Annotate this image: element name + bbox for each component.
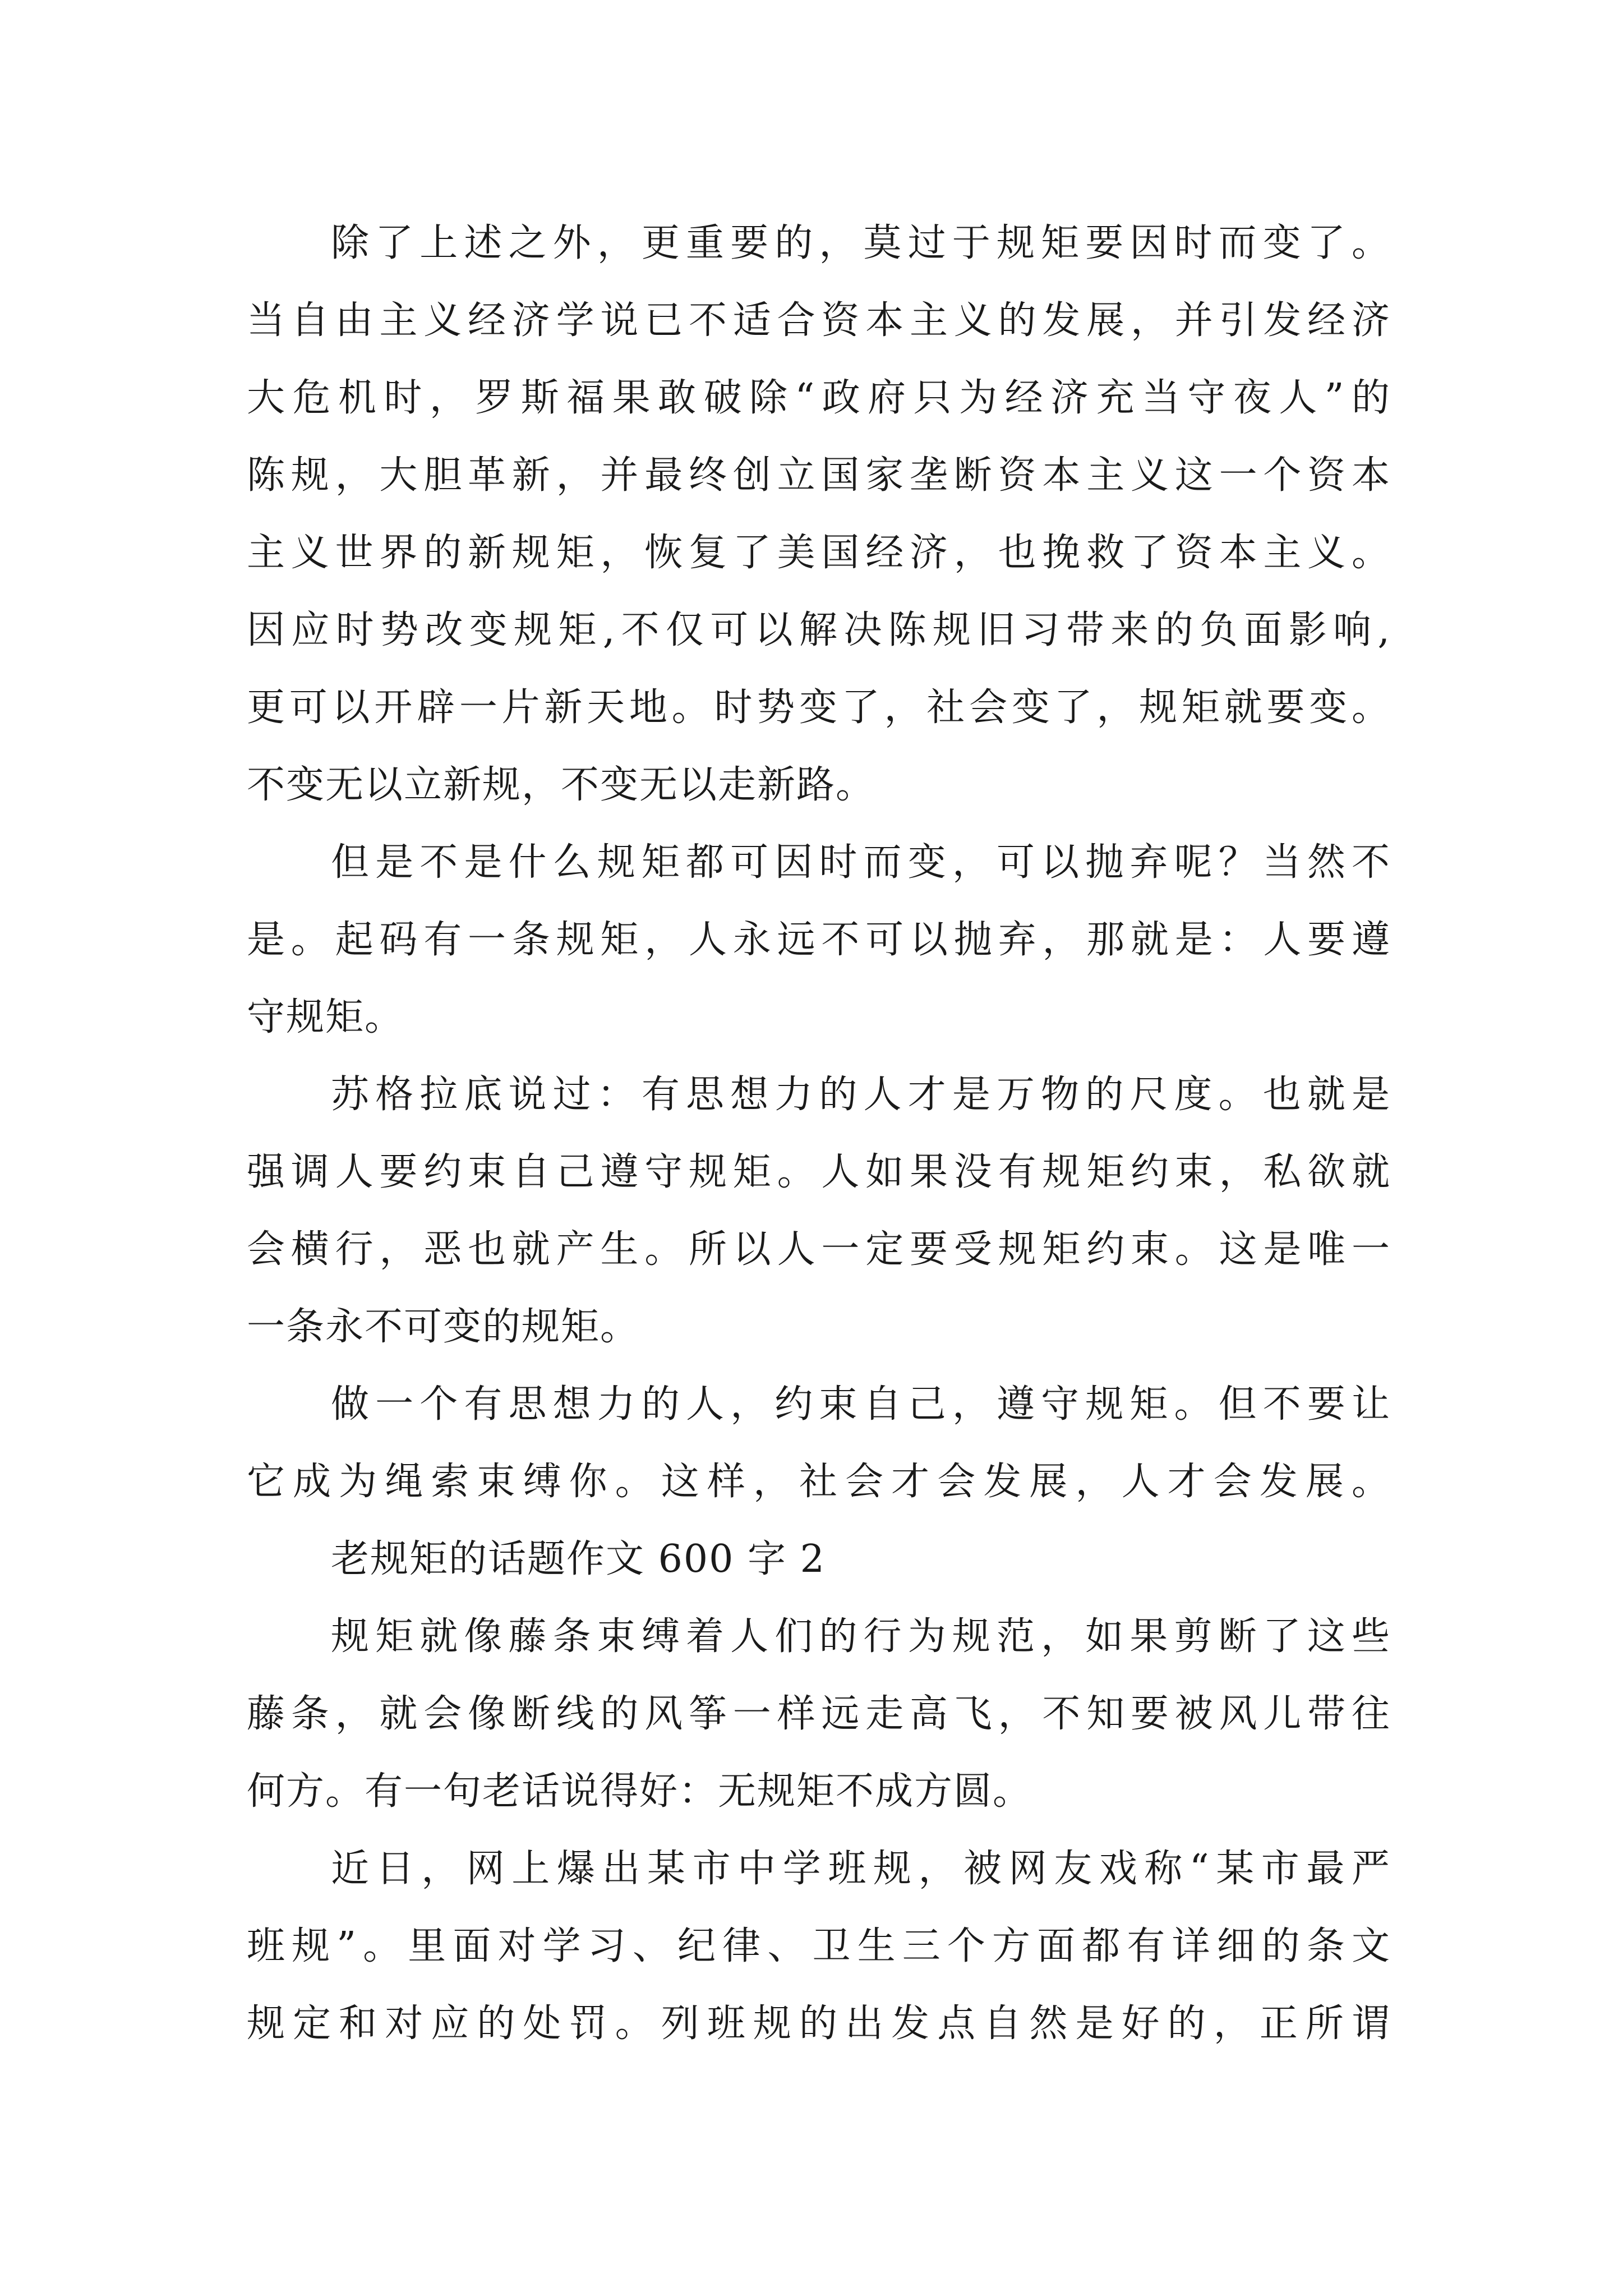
text-line: 班规”。里面对学习、纪律、卫生三个方面都有详细的条文 xyxy=(247,1924,1391,1968)
text-line: 当自由主义经济学说已不适合资本主义的发展，并引发经济 xyxy=(247,298,1391,343)
text-line: 守规矩。 xyxy=(247,995,404,1039)
text-line: 强调人要约束自己遵守规矩。人如果没有规矩约束，私欲就 xyxy=(247,1150,1391,1194)
text-line: 陈规，大胆革新，并最终创立国家垄断资本主义这一个资本 xyxy=(247,453,1391,498)
text-line: 近日，网上爆出某市中学班规，被网友戏称“某市最严 xyxy=(331,1847,1391,1891)
text-line: 藤条，就会像断线的风筝一样远走高飞，不知要被风儿带往 xyxy=(247,1692,1391,1736)
section-heading: 老规矩的话题作文 600 字 2 xyxy=(331,1537,826,1581)
text-line: 但是不是什么规矩都可因时而变，可以抛弃呢？当然不 xyxy=(331,840,1391,885)
text-line: 一条永不可变的规矩。 xyxy=(247,1305,640,1349)
text-line: 苏格拉底说过：有思想力的人才是万物的尺度。也就是 xyxy=(331,1073,1391,1117)
text-line: 何方。有一句老话说得好：无规矩不成方圆。 xyxy=(247,1769,1032,1814)
text-line: 规矩就像藤条束缚着人们的行为规范，如果剪断了这些 xyxy=(331,1614,1391,1659)
text-line: 做一个有思想力的人，约束自己，遵守规矩。但不要让 xyxy=(331,1382,1391,1427)
text-line: 它成为绳索束缚你。这样，社会才会发展，人才会发展。 xyxy=(247,1460,1391,1504)
text-line: 不变无以立新规，不变无以走新路。 xyxy=(247,763,875,807)
text-line: 是。起码有一条规矩，人永远不可以抛弃，那就是：人要遵 xyxy=(247,918,1391,962)
text-line: 主义世界的新规矩，恢复了美国经济，也挽救了资本主义。 xyxy=(247,531,1391,575)
text-line: 因应时势改变规矩,不仅可以解决陈规旧习带来的负面影响, xyxy=(247,608,1391,652)
text-line: 会横行，恶也就产生。所以人一定要受规矩约束。这是唯一 xyxy=(247,1227,1391,1272)
text-line: 除了上述之外，更重要的，莫过于规矩要因时而变了。 xyxy=(331,221,1391,265)
text-line: 规定和对应的处罚。列班规的出发点自然是好的，正所谓 xyxy=(247,2001,1391,2046)
text-line: 更可以开辟一片新天地。时势变了，社会变了，规矩就要变。 xyxy=(247,685,1391,730)
document-body xyxy=(247,205,1391,2063)
text-line: 大危机时，罗斯福果敢破除“政府只为经济充当守夜人”的 xyxy=(247,376,1391,420)
